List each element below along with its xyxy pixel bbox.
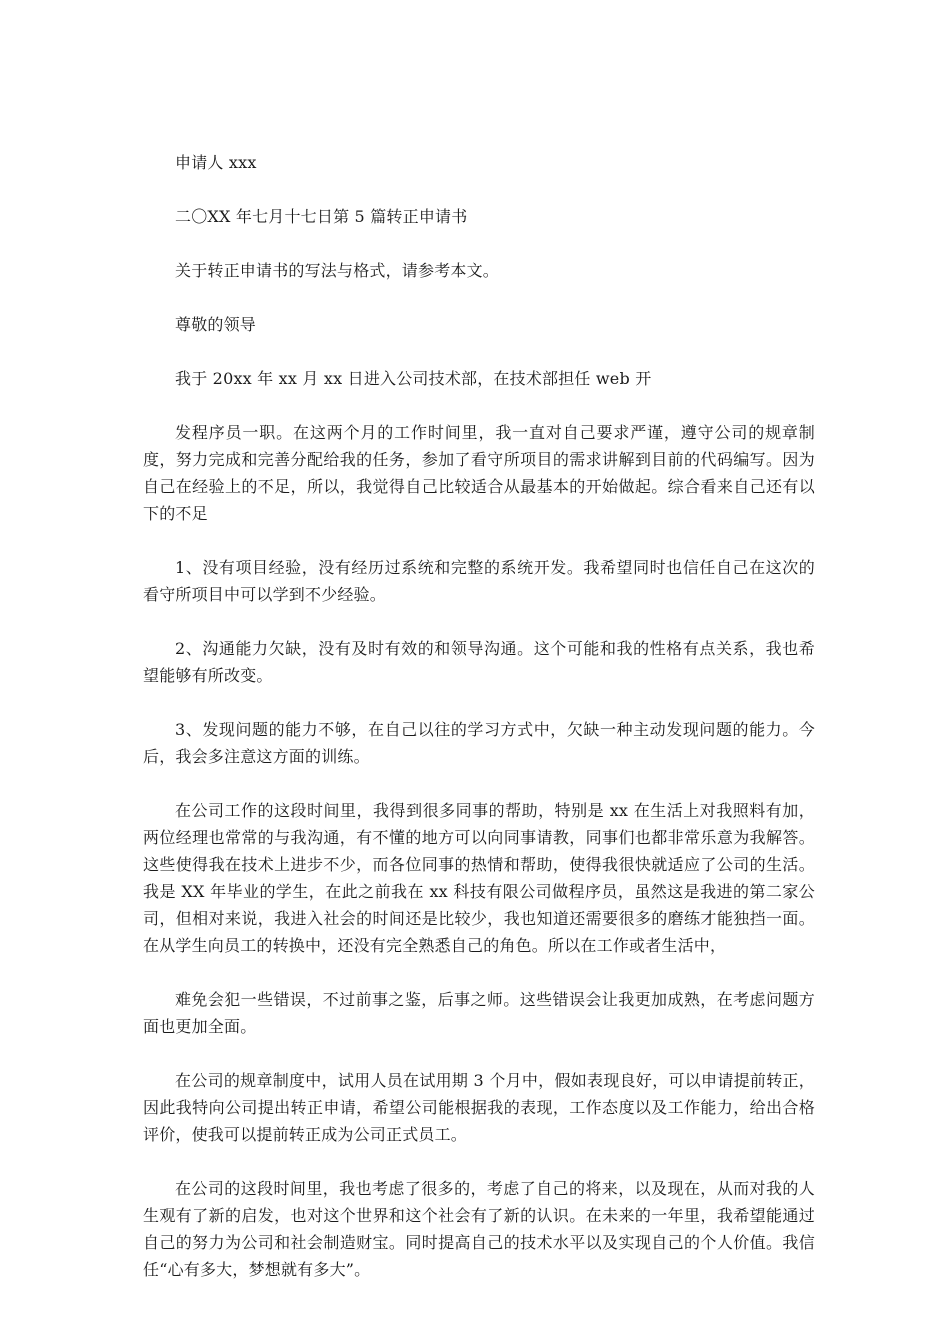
applicant-line: 申请人 xxx [175, 153, 257, 172]
body-paragraph: 在公司的这段时间里，我也考虑了很多的，考虑了自己的将来，以及现在，从而对我的人生观有了新的启发，也对这个世界和这个社会有了新的认识。在未来的一年里，我希望能通过自己的努力为公司和社会制造财宝。同时提高自己的技术水平以及实现自己的个人价值。我信任“心有多大，梦想就有多大”。 [143, 1179, 815, 1279]
body-paragraph: 我于 20xx 年 xx 月 xx 日进入公司技术部，在技术部担任 web 开 [175, 369, 652, 388]
shortcoming-item: 2、沟通能力欠缺，没有及时有效的和领导沟通。这个可能和我的性格有点关系，我也希望能够有所改变。 [143, 639, 815, 685]
salutation: 尊敬的领导 [175, 315, 257, 334]
intro-line: 关于转正申请书的写法与格式，请参考本文。 [175, 261, 500, 280]
date-title-line: 二〇XX 年七月十七日第 5 篇转正申请书 [175, 207, 468, 226]
shortcoming-item: 1、没有项目经验，没有经历过系统和完整的系统开发。我希望同时也信任自己在这次的看守所项目中可以学到不少经验。 [143, 558, 815, 604]
document-body [143, 149, 815, 1310]
body-paragraph: 发程序员一职。在这两个月的工作时间里，我一直对自己要求严谨，遵守公司的规章制度，努力完成和完善分配给我的任务，参加了看守所项目的需求讲解到目前的代码编写。因为自己在经验上的不足，所以，我觉得自己比较适合从最基本的开始做起。综合看来自己还有以下的不足 [143, 423, 815, 523]
shortcoming-item: 3、发现问题的能力不够，在自己以往的学习方式中，欠缺一种主动发现问题的能力。今后，我会多注意这方面的训练。 [143, 720, 815, 766]
body-paragraph: 在公司工作的这段时间里，我得到很多同事的帮助，特别是 xx 在生活上对我照料有加，两位经理也常常的与我沟通，有不懂的地方可以向同事请教，同事们也都非常乐意为我解答。这些使得我在技术上进步不少，而各位同事的热情和帮助，使得我很快就适应了公司的生活。我是 XX 年毕业的学生，在此之前我在 xx 科技有限公司做程序员，虽然这是我进的第二家公司，但相对来说，我进入社会的时间还是比较少，我也知道还需要很多的磨练才能独挡一面。在从学生向员工的转换中，还没有完全熟悉自己的角色。所以在工作或者生活中， [143, 801, 815, 955]
body-paragraph: 难免会犯一些错误，不过前事之鉴，后事之师。这些错误会让我更加成熟，在考虑问题方面也更加全面。 [143, 990, 815, 1036]
body-paragraph: 在公司的规章制度中，试用人员在试用期 3 个月中，假如表现良好，可以申请提前转正，因此我特向公司提出转正申请，希望公司能根据我的表现，工作态度以及工作能力，给出合格评价，使我可以提前转正成为公司正式员工。 [143, 1071, 815, 1144]
